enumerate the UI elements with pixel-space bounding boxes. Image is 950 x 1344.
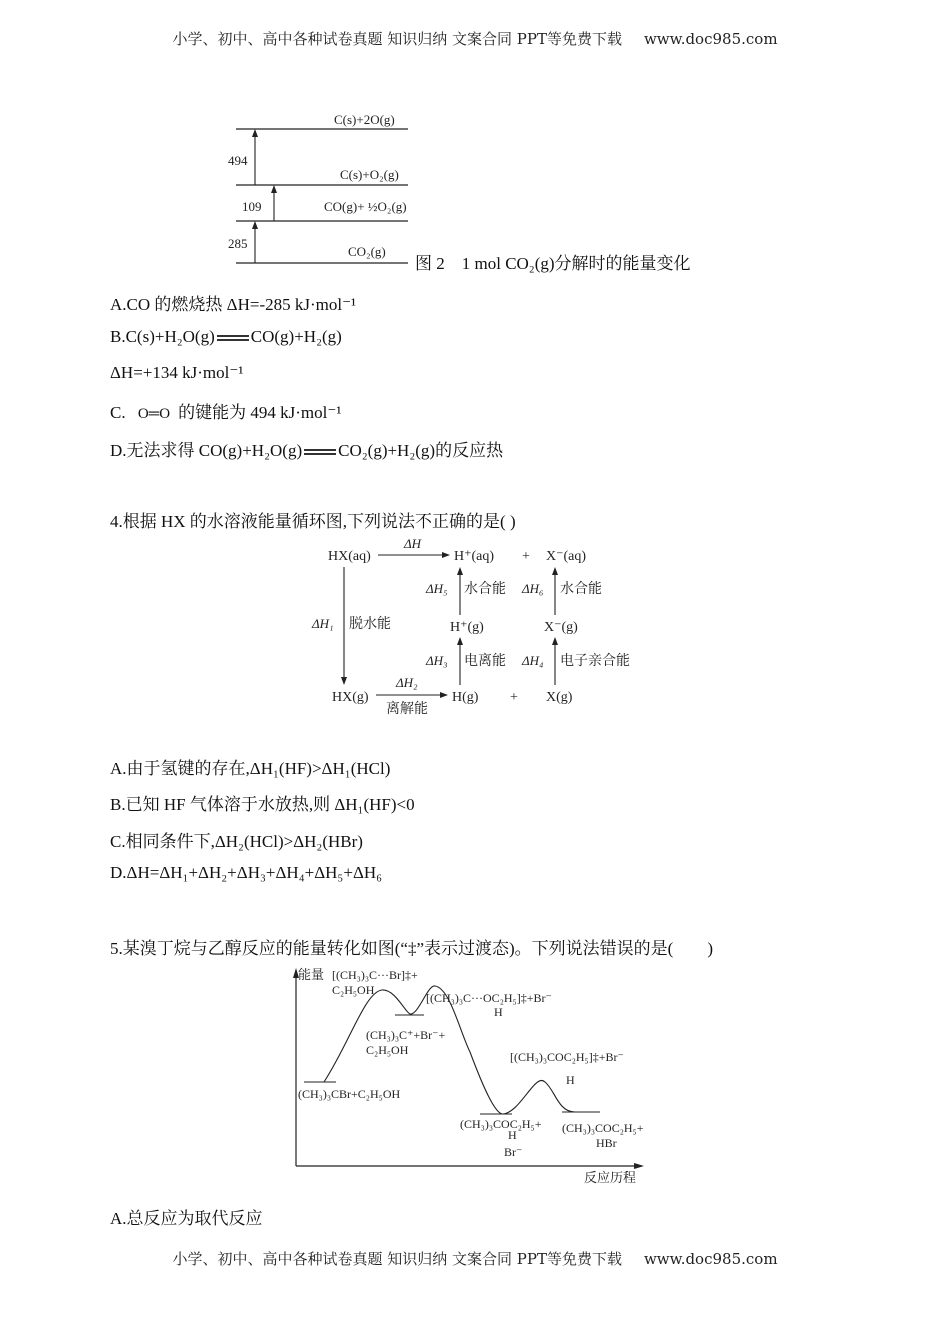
value-494: 494 xyxy=(228,153,248,168)
level-label-c-2o: C(s)+2O(g) xyxy=(334,112,395,127)
q4-stem: 4.根据 HX 的水溶液能量循环图,下列说法不正确的是( ) xyxy=(110,512,516,531)
oxygen-molecule: O═O xyxy=(137,406,171,422)
y-axis-label: 能量 xyxy=(298,967,325,982)
q4-option-a: A.由于氢键的存在,ΔH₁(HF)>ΔH₁(HCl) xyxy=(110,759,391,778)
dh1-label: ΔH₁ xyxy=(312,616,334,631)
h-aq: H⁺(aq) xyxy=(454,549,495,564)
dissociation-label: 离解能 xyxy=(386,702,428,717)
int1-label-2: C₂H₅OH xyxy=(366,1043,409,1057)
dh4-label: ΔH₄ xyxy=(522,653,544,668)
figure-caption: 图 2 1 mol CO₂(g)分解时的能量变化 xyxy=(415,254,691,273)
q3-c-pre: C. xyxy=(110,403,126,422)
footer-site[interactable]: www.doc985.com xyxy=(643,1250,778,1268)
ts1-label-2: C₂H₅OH xyxy=(332,983,375,997)
value-285: 285 xyxy=(228,236,248,251)
reaction-energy-profile xyxy=(290,962,670,1192)
hx-energy-cycle-diagram xyxy=(300,535,660,720)
q3-option-d xyxy=(110,436,503,461)
end-label: (CH₃)₃COC₂H₅+ xyxy=(562,1121,644,1135)
page-footer xyxy=(0,1248,950,1269)
equals-sign xyxy=(304,449,336,455)
q4-option-c: C.相同条件下,ΔH₂(HCl)>ΔH₂(HBr) xyxy=(110,832,363,851)
int2-label: (CH₃)₃COC₂H₅+ xyxy=(460,1117,542,1131)
page-header xyxy=(0,28,950,49)
int2-label-h: H xyxy=(508,1128,517,1142)
footer-text: 小学、初中、高中各种试卷真题 知识归纳 文案合同 PPT等免费下载 xyxy=(172,1250,622,1268)
q3-option-a: A.CO 的燃烧热 ΔH=-285 kJ·mol⁻¹ xyxy=(110,295,357,314)
q5-stem: 5.某溴丁烷与乙醇反应的能量转化如图(“‡”表示过渡态)。下列说法错误的是( ) xyxy=(110,939,713,958)
dehydration-label: 脱水能 xyxy=(349,617,391,632)
q4-option-d: D.ΔH=ΔH₁+ΔH₂+ΔH₃+ΔH₄+ΔH₅+ΔH₆ xyxy=(110,863,383,882)
energy-level-diagram xyxy=(230,105,430,275)
level-label-co2: CO₂(g) xyxy=(348,244,386,259)
ts2-label: [(CH₃)₃C···OC₂H₅]‡+Br⁻ xyxy=(426,991,552,1005)
x-g-ion: X⁻(g) xyxy=(544,620,578,635)
level-label-c-o2: C(s)+O₂(g) xyxy=(340,167,399,182)
q3-d-right: CO₂(g)+H₂(g)的反应热 xyxy=(338,441,504,460)
plus-bottom: + xyxy=(510,690,518,705)
x-aq: X⁻(aq) xyxy=(546,549,587,564)
hx-aq: HX(aq) xyxy=(328,549,371,564)
ts1-label: [(CH₃)₃C···Br]‡+ xyxy=(332,968,418,982)
header-text: 小学、初中、高中各种试卷真题 知识归纳 文案合同 PPT等免费下载 xyxy=(172,30,622,48)
q3-option-c xyxy=(110,398,341,423)
q4-option-b: B.已知 HF 气体溶于水放热,则 ΔH₁(HF)<0 xyxy=(110,795,415,814)
hydration-label-1: 水合能 xyxy=(464,582,506,597)
int2-label-br: Br⁻ xyxy=(504,1145,523,1159)
dh2-label: ΔH₂ xyxy=(396,675,418,690)
ts3-label-h: H xyxy=(566,1073,575,1087)
q3-option-b xyxy=(110,327,342,347)
q3-b-right: CO(g)+H₂(g) xyxy=(250,327,342,346)
dh-label: ΔH xyxy=(404,536,422,551)
q3-d-left: D.无法求得 CO(g)+H₂O(g) xyxy=(110,441,303,460)
ionization-label: 电离能 xyxy=(464,654,506,669)
q3-c-post: 的键能为 494 kJ·mol⁻¹ xyxy=(178,403,342,422)
dh5-label: ΔH₅ xyxy=(426,581,448,596)
level-label-co-half-o2: CO(g)+ ½O₂(g) xyxy=(324,199,407,214)
x-axis-label: 反应历程 xyxy=(584,1170,637,1185)
start-label: (CH₃)₃CBr+C₂H₅OH xyxy=(298,1087,401,1101)
q5-option-a: A.总反应为取代反应 xyxy=(110,1209,263,1228)
value-109: 109 xyxy=(242,199,262,214)
h-g: H(g) xyxy=(452,690,479,705)
equals-sign xyxy=(217,335,249,341)
dh3-label: ΔH₃ xyxy=(426,653,448,668)
q3-option-b-dh: ΔH=+134 kJ·mol⁻¹ xyxy=(110,363,244,382)
ts3-label: [(CH₃)₃COC₂H₅]‡+Br⁻ xyxy=(510,1050,624,1064)
header-site[interactable]: www.doc985.com xyxy=(643,30,778,48)
end-label-2: HBr xyxy=(596,1136,617,1150)
plus-top: + xyxy=(522,549,530,564)
hx-g: HX(g) xyxy=(332,690,369,705)
affinity-label: 电子亲合能 xyxy=(560,654,630,669)
ts2-label-h: H xyxy=(494,1005,503,1019)
x-g: X(g) xyxy=(546,690,573,705)
hydration-label-2: 水合能 xyxy=(560,582,602,597)
int1-label: (CH₃)₃C⁺+Br⁻+ xyxy=(366,1028,446,1042)
h-g-ion: H⁺(g) xyxy=(450,620,484,635)
q3-b-left: B.C(s)+H₂O(g) xyxy=(110,327,215,346)
dh6-label: ΔH₆ xyxy=(522,581,544,596)
